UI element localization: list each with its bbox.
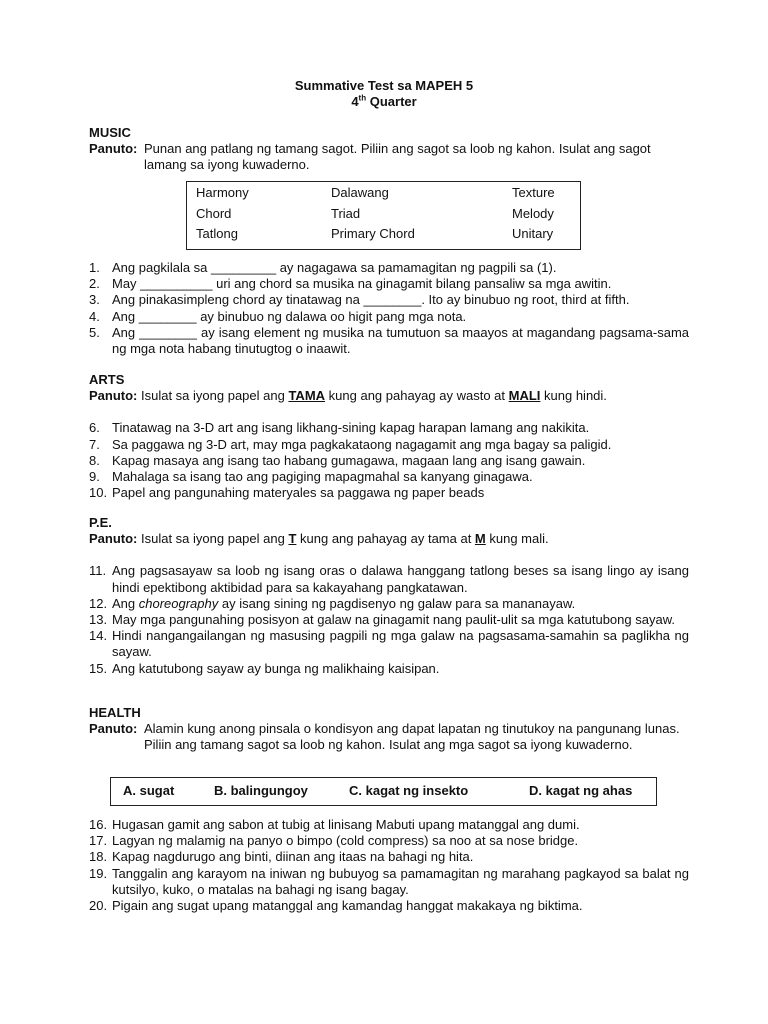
option-c: C. kagat ng insekto [349, 783, 469, 798]
question-item: 9. Mahalaga sa isang tao ang pagiging mapagmahal sa kanyang ginagawa. [89, 469, 533, 485]
music-section [89, 125, 689, 174]
choice-dalawang: Dalawang [331, 185, 389, 200]
option-d: D. kagat ng ahas [529, 783, 633, 798]
question-item: 13. May mga pangunahing posisyon at galaw na ginagamit nang paulit-ulit sa mga katutubong sayaw. [89, 612, 675, 628]
option-b: B. balingungoy [214, 783, 308, 798]
choice-melody: Melody [512, 206, 554, 221]
pe-section [89, 515, 689, 677]
arts-section [89, 372, 689, 501]
pe-heading: P.E. [89, 515, 112, 530]
music-heading: MUSIC [89, 125, 131, 140]
question-item: 6. Tinatawag na 3-D art ang isang likhang-sining kapag harapan lamang ang nakikita. [89, 420, 590, 436]
question-item: 16. Hugasan gamit ang sabon at tubig at linisang Mabuti upang matanggal ang dumi. [89, 817, 580, 832]
title-block [0, 78, 768, 110]
health-directions-label: Panuto: [89, 721, 138, 737]
health-directions [89, 721, 689, 753]
question-item: 7. Sa paggawa ng 3-D art, may mga pagkakataong nagagamit ang mga bagay sa paligid. [89, 436, 612, 452]
arts-heading: ARTS [89, 372, 125, 387]
question-item: 3. Ang pinakasimpleng chord ay tinatawag na ________. Ito ay binubuo ng root, third at fifth. [89, 292, 630, 308]
choice-unitary: Unitary [512, 226, 554, 241]
choice-chord: Chord [196, 206, 232, 221]
question-item: 5. Ang ________ ay isang element ng musika na tumutuon sa maayos at magandang pagsama-sama ng mga nota habang tinutugtog o inaawit. [89, 324, 689, 357]
question-item: 12. Ang choreography ay isang sining ng pagdisenyo ng galaw para sa mananayaw. [89, 595, 576, 611]
health-directions-text: Alamin kung anong pinsala o kondisyon ang dapat lapatan ng tinutukoy na pangunang lunas. Piliin ang tamang sagot sa loob ng kahon. Isulat ang mga sagot sa iyong kuwaderno. [144, 721, 680, 753]
pe-directions: Panuto: Isulat sa iyong papel ang T kung ang pahayag ay tama at M kung mali. [89, 531, 549, 547]
music-directions-label: Panuto: [89, 141, 138, 157]
health-questions [89, 817, 689, 914]
question-item: 4. Ang ________ ay binubuo ng dalawa oo higit pang mga nota. [89, 308, 467, 324]
question-item: 15. Ang katutubong sayaw ay bunga ng malikhaing kaisipan. [89, 660, 440, 676]
question-item: 17. Lagyan ng malamig na panyo o bimpo (cold compress) sa noo at sa nose bridge. [89, 833, 579, 849]
question-item: 19. Tanggalin ang karayom na iniwan ng bubuyog sa pamamagitan ng marahang pagkayod sa balat ng kutsilyo, kuko, o matalas na bahagi ng isang bagay. [89, 865, 689, 897]
question-item: 11. Ang pagsasayaw sa loob ng isang oras o dalawa hanggang tatlong beses sa isang lingo ay isang hindi epektibong aktibidad para sa kakayahang pangkatawan. [89, 563, 689, 595]
choice-tatlong: Tatlong [196, 226, 238, 241]
choice-triad: Triad [331, 206, 361, 221]
health-section [89, 705, 689, 754]
page-title: Summative Test sa MAPEH 5 [294, 78, 474, 93]
question-item: 18. Kapag nagdurugo ang binti, diinan ang itaas na bahagi ng hita. [89, 849, 474, 865]
option-a: A. sugat [123, 783, 175, 798]
question-item: 1. Ang pagkilala sa _________ ay nagagawa sa pamamagitan ng pagpili sa (1). [89, 260, 557, 275]
choice-texture: Texture [512, 185, 555, 200]
choice-harmony: Harmony [196, 185, 249, 200]
music-choices-box [186, 181, 581, 250]
music-directions [89, 141, 689, 173]
arts-directions: Panuto: Isulat sa iyong papel ang TAMA kung ang pahayag ay wasto at MALI kung hindi. [89, 388, 607, 404]
music-questions [89, 260, 689, 357]
question-item: 2. May __________ uri ang chord sa musika na ginagamit bilang pansaliw sa mga awitin. [89, 276, 612, 292]
choice-primary-chord: Primary Chord [331, 226, 415, 241]
quarter-subtitle: 4th Quarter [351, 93, 417, 109]
question-item: 14. Hindi nangangailangan ng masusing pagpili ng mga galaw na pagsasama-samahin sa paglikha ng sayaw. [89, 628, 689, 660]
question-item: 8. Kapag masaya ang isang tao habang gumagawa, magaan lang ang isang gawain. [89, 452, 586, 468]
question-item: 20. Pigain ang sugat upang matanggal ang kamandag hanggat makakaya ng biktima. [89, 898, 583, 914]
health-choices-box [110, 777, 657, 806]
music-directions-text: Punan ang patlang ng tamang sagot. Piliin ang sagot sa loob ng kahon. Isulat ang sagot lamang sa iyong kuwaderno. [144, 141, 651, 173]
health-heading: HEALTH [89, 705, 141, 720]
question-item: 10. Papel ang pangunahing materyales sa paggawa ng paper beads [89, 485, 485, 501]
